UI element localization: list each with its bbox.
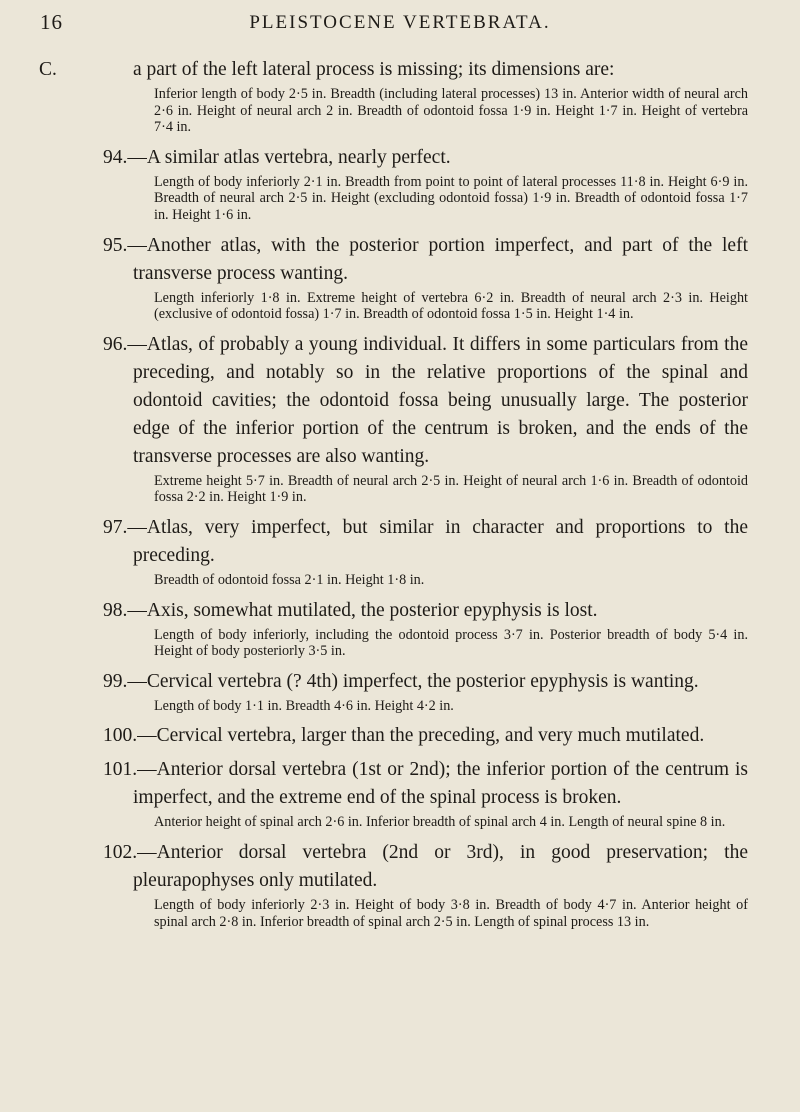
entry-description: —Another atlas, with the posterior portion imperfect, and part of the left transverse process wanting. [127,234,748,284]
page-number: 16 [40,10,63,34]
entry-number: 100. [103,725,138,747]
entry-number: 99. [103,670,128,692]
page-header [0,6,800,42]
entry-description: —Anterior dorsal vertebra (2nd or 3rd), in good preservation; the pleurapophyses only mutilated. [133,841,748,891]
entry-95 [103,232,758,323]
entry-description: —Axis, somewhat mutilated, the posterior epyphysis is lost. [127,599,598,621]
entry-heading [103,514,748,570]
entry-heading [103,144,748,172]
entry-heading [103,597,748,625]
entry-heading [103,232,748,288]
measurements: Anterior height of spinal arch 2·6 in. Inferior breadth of spinal arch 4 in. Length of neural spine 8 in. [154,814,726,831]
entry-97 [103,514,758,589]
measurements: Breadth of odontoid fossa 2·1 in. Height 1·8 in. [154,571,425,588]
margin-letter: C. [39,59,57,80]
entry-number: 94. [103,146,128,168]
entry-description: —Cervical vertebra (? 4th) imperfect, the posterior epyphysis is wanting. [127,670,699,692]
entry-99 [103,668,758,715]
continuation-text: a part of the left lateral process is missing; its dimensions are: [133,59,615,80]
measurements: Length of body inferiorly, including the odontoid process 3·7 in. Posterior breadth of body 5·4 in. Height of body posteriorly 3·5 in. [154,626,748,660]
entry-description: —Atlas, very imperfect, but similar in character and proportions to the preceding. [127,516,748,566]
entry-description: —Atlas, of probably a young individual. It differs in some particulars from the preceding, and notably so in the relative proportions of the spinal and odontoid cavities; the odontoid fossa being unusually large. The posterior edge of the inferior portion of the centrum is broken, and the ends of the transverse processes are also wanting. [127,333,748,467]
entry-heading [103,722,748,750]
measurements: Length of body 1·1 in. Breadth 4·6 in. Height 4·2 in. [154,697,454,714]
continuation-entry [39,56,758,136]
entry-number: 96. [103,333,128,355]
entry-number: 102. [103,841,138,863]
entry-94 [103,144,758,224]
entry-98 [103,597,758,660]
entry-number: 98. [103,599,128,621]
entry-number: 95. [103,234,128,256]
entry-heading [103,839,748,895]
entry-description: —Cervical vertebra, larger than the preceding, and very much mutilated. [137,725,705,747]
running-title: PLEISTOCENE VERTEBRATA. [249,12,551,33]
entry-description: —A similar atlas vertebra, nearly perfect. [127,146,451,168]
entry-number: 97. [103,516,128,538]
measurements: Extreme height 5·7 in. Breadth of neural arch 2·5 in. Height of neural arch 1·6 in. Breadth of odontoid fossa 2·2 in. Height 1·9 in. [154,472,748,506]
measurements: Inferior length of body 2·5 in. Breadth (including lateral processes) 13 in. Anterior width of neural arch 2·6 in. Height of neural arch 2 in. Breadth of odontoid fossa 1·9 in. Height 1·7 in. Height of vertebra 7·4 in. [154,86,748,136]
entry-description: —Anterior dorsal vertebra (1st or 2nd); the inferior portion of the centrum is imperfect, and the extreme end of the spinal process is broken. [133,759,748,809]
entry-heading [103,756,748,812]
entry-100 [103,722,758,750]
entry-number: 101. [103,759,138,781]
entry-heading [103,668,748,696]
measurements: Length inferiorly 1·8 in. Extreme height of vertebra 6·2 in. Breadth of neural arch 2·3 in. Height (exclusive of odontoid fossa) 1·7 in. Breadth of odontoid fossa 1·5 in. Height 1·4 in. [154,289,748,323]
page-body [39,56,758,938]
measurements: Length of body inferiorly 2·1 in. Breadth from point to point of lateral processes 11·8 in. Height 6·9 in. Breadth of neural arch 2·5 in. Height (excluding odontoid fossa) 1·9 in. Breadth of odontoid fossa 1·7 in. Height 1·6 in. [154,173,748,223]
entry-96 [103,331,758,506]
entry-heading [103,331,748,471]
entry-101 [103,756,758,831]
entry-102 [103,839,758,930]
measurements: Length of body inferiorly 2·3 in. Height of body 3·8 in. Breadth of body 4·7 in. Anterior height of spinal arch 2·8 in. Inferior breadth of spinal arch 2·5 in. Length of spinal process 13 in. [154,896,748,930]
